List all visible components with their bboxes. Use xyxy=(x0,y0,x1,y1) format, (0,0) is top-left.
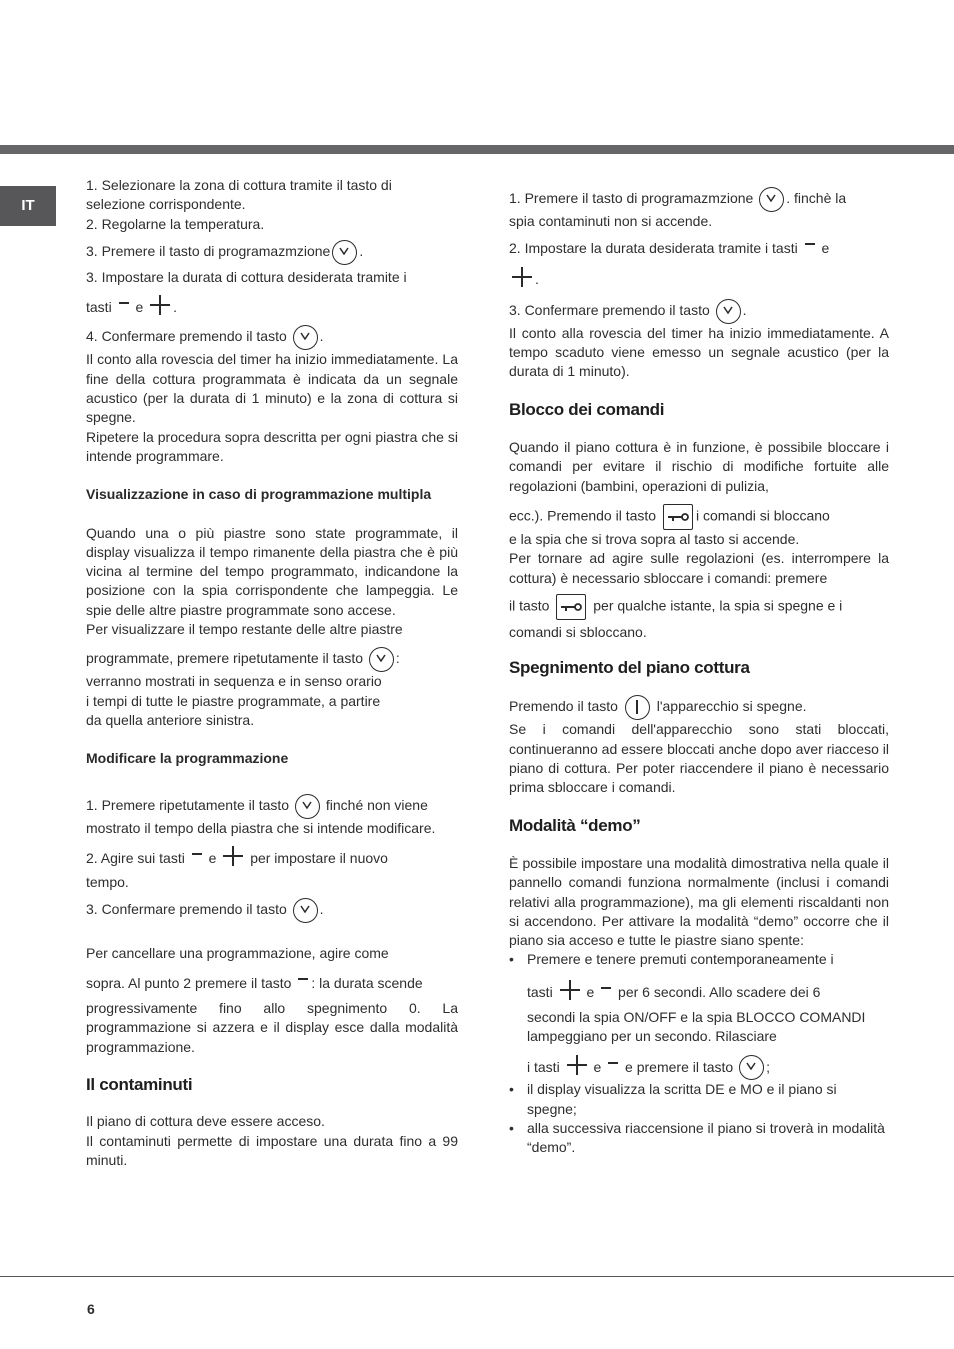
key-lock-icon xyxy=(556,594,586,620)
plus-icon xyxy=(567,1055,587,1075)
timer-step-2: 2. Impostare la durata desiderata tramite i tasti e xyxy=(509,240,830,257)
right-column xyxy=(509,187,889,1158)
footer-rule xyxy=(0,1276,954,1277)
multi-text-3: programmate, premere ripetutamente il tasto : xyxy=(86,647,458,672)
timer-key-icon xyxy=(716,299,741,324)
header-bar xyxy=(0,145,954,154)
lock-text-1: Quando il piano cottura è in funzione, è possibile bloccare i comandi per evitare il rischio di modifiche fortuite alle regolazioni (bambini, operazioni di pulizia, xyxy=(509,439,889,494)
cancel-text-1: Per cancellare una programmazione, agire come xyxy=(86,945,389,962)
timer-key-icon xyxy=(739,1055,764,1080)
left-column xyxy=(86,176,458,1170)
demo-list-item-3: • alla successiva riaccensione il piano si troverà in modalità “demo”. xyxy=(509,1119,889,1158)
power-off-text-1: Premendo il tasto l'apparecchio si spegne. xyxy=(509,695,889,720)
page-number: 6 xyxy=(87,1301,95,1317)
demo-list xyxy=(509,950,889,1157)
multi-text: Quando una o più piastre sono state programmate, il display visualizza il tempo rimanente della piastra che è più vicina al termine del tempo programmato, indicandone la posizione con la spia corrispondente che lampeggia. Le spie delle altre piastre programmate sono accese. xyxy=(86,524,458,618)
cancel-text-2: sopra. Al punto 2 premere il tasto : la durata scende xyxy=(86,974,423,991)
cancel-text-3: progressivamente fino allo spegnimento 0. La programmazione si azzera e il display esce dalla modalità programmazione. xyxy=(86,1000,458,1055)
timer-step-1: 1. Premere il tasto di programazmzione . finchè la xyxy=(509,187,889,212)
timer-text-1: Il piano di cottura deve essere acceso. xyxy=(86,1113,325,1130)
timer-heading: Il contaminuti xyxy=(86,1074,193,1094)
lock-text-4: Per tornare ad agire sulle regolazioni (es. interrompere la cottura) è necessario sbloccare i comandi: premere xyxy=(509,550,889,586)
timer-key-icon xyxy=(293,325,318,350)
power-icon xyxy=(625,695,650,720)
timer-step-3: 3. Confermare premendo il tasto . xyxy=(509,299,889,324)
timer-key-icon xyxy=(369,647,394,672)
demo-heading: Modalità “demo” xyxy=(509,815,641,835)
timer-step-2-plus: . xyxy=(509,267,889,289)
modify-heading: Modificare la programmazione xyxy=(86,750,289,767)
plus-icon xyxy=(560,980,580,1000)
step-4: 4. Confermare premendo il tasto . xyxy=(86,325,458,350)
language-tab: IT xyxy=(0,186,56,226)
multi-text-2: Per visualizzare il tempo restante delle altre piastre xyxy=(86,621,403,638)
timer-key-icon xyxy=(332,240,357,265)
minus-icon xyxy=(608,1062,618,1064)
timer-countdown-text: Il conto alla rovescia del timer ha inizio immediatamente. A tempo scaduto viene emesso un segnale acustico (per la durata di 1 minuto). xyxy=(509,324,889,380)
plus-icon xyxy=(150,295,170,315)
step-2: 2. Regolarne la temperatura. xyxy=(86,215,265,232)
countdown-text: Il conto alla rovescia del timer ha inizio immediatamente. La fine della cottura programmata è indicata da un segnale acustico (per la durata di 1 minuto) e la zona di cottura si spegne. xyxy=(86,351,458,426)
timer-key-icon xyxy=(293,898,318,923)
lock-text-3: e la spia che si trova sopra al tasto si accende. xyxy=(509,530,800,547)
timer-key-icon xyxy=(295,794,320,819)
modify-step-1: 1. Premere ripetutamente il tasto finché non viene xyxy=(86,794,458,819)
demo-list-item-1: • Premere e tenere premuti contemporaneamente i tasti e per 6 secondi. Allo scadere dei 6 secondi la spia ON/OFF e la spia BLOCCO COMANDI lampeggiano per un secondo. Rilasciare i tasti e e premere il tasto ; xyxy=(509,950,889,1080)
multi-text-5: i tempi di tutte le piastre programmate, a partire xyxy=(86,692,381,709)
multi-text-4: verranno mostrati in sequenza e in senso orario xyxy=(86,673,382,690)
key-lock-icon xyxy=(663,504,693,530)
minus-icon xyxy=(119,302,129,304)
lock-text-5: il tasto per qualche istante, la spia si spegne e i xyxy=(509,594,889,620)
repeat-text: Ripetere la procedura sopra descritta per ogni piastra che si intende programmare. xyxy=(86,428,458,464)
plus-icon xyxy=(512,267,532,287)
step-3b: 3. Impostare la durata di cottura desiderata tramite i xyxy=(86,268,407,285)
power-off-text-2: Se i comandi dell'apparecchio sono stati bloccati, continueranno ad essere bloccati anche dopo aver riacceso il piano di cottura. Per poter riaccendere il piano è necessario prima sbloccare i comandi. xyxy=(509,721,889,796)
lock-heading: Blocco dei comandi xyxy=(509,399,665,419)
step-1: 1. Selezionare la zona di cottura tramite il tasto di xyxy=(86,177,392,193)
demo-text: È possibile impostare una modalità dimostrativa nella quale il pannello comandi funziona normalmente (inclusi i comandi relativi alla programmazione), ma gli elementi riscaldanti non si accendono. Per attivare la modalità “demo” occorre che il piano sia acceso e tutte le piastre siano spente: xyxy=(509,854,889,949)
modify-step-2: 2. Agire sui tasti e per impostare il nuovo xyxy=(86,846,458,868)
timer-text-2: Il contaminuti permette di impostare una durata fino a 99 minuti. xyxy=(86,1132,458,1168)
timer-step-1-cont: spia contaminuti non si accende. xyxy=(509,213,713,229)
lock-text-6: comandi si sbloccano. xyxy=(509,623,647,640)
plus-icon xyxy=(223,846,243,866)
minus-icon xyxy=(601,987,611,989)
modify-step-1-cont: mostrato il tempo della piastra che si intende modificare. xyxy=(86,819,436,836)
power-off-heading: Spegnimento del piano cottura xyxy=(509,658,750,678)
demo-list-item-2: • il display visualizza la scritta DE e MO e il piano si spegne; xyxy=(509,1080,889,1119)
minus-icon xyxy=(805,243,815,245)
modify-step-3: 3. Confermare premendo il tasto . xyxy=(86,898,458,923)
multi-heading: Visualizzazione in caso di programmazione multipla xyxy=(86,486,432,503)
timer-key-icon xyxy=(759,187,784,212)
minus-icon xyxy=(298,978,308,980)
lock-text-2: ecc.). Premendo il tasto i comandi si bloccano xyxy=(509,504,889,530)
multi-text-6: da quella anteriore sinistra. xyxy=(86,711,255,728)
step-3b-keys: tasti e . xyxy=(86,295,458,317)
step-3a: 3. Premere il tasto di programazmzione . xyxy=(86,240,458,265)
modify-step-2-cont: tempo. xyxy=(86,874,129,891)
step-1-cont: selezione corrispondente. xyxy=(86,196,246,213)
minus-icon xyxy=(192,853,202,855)
